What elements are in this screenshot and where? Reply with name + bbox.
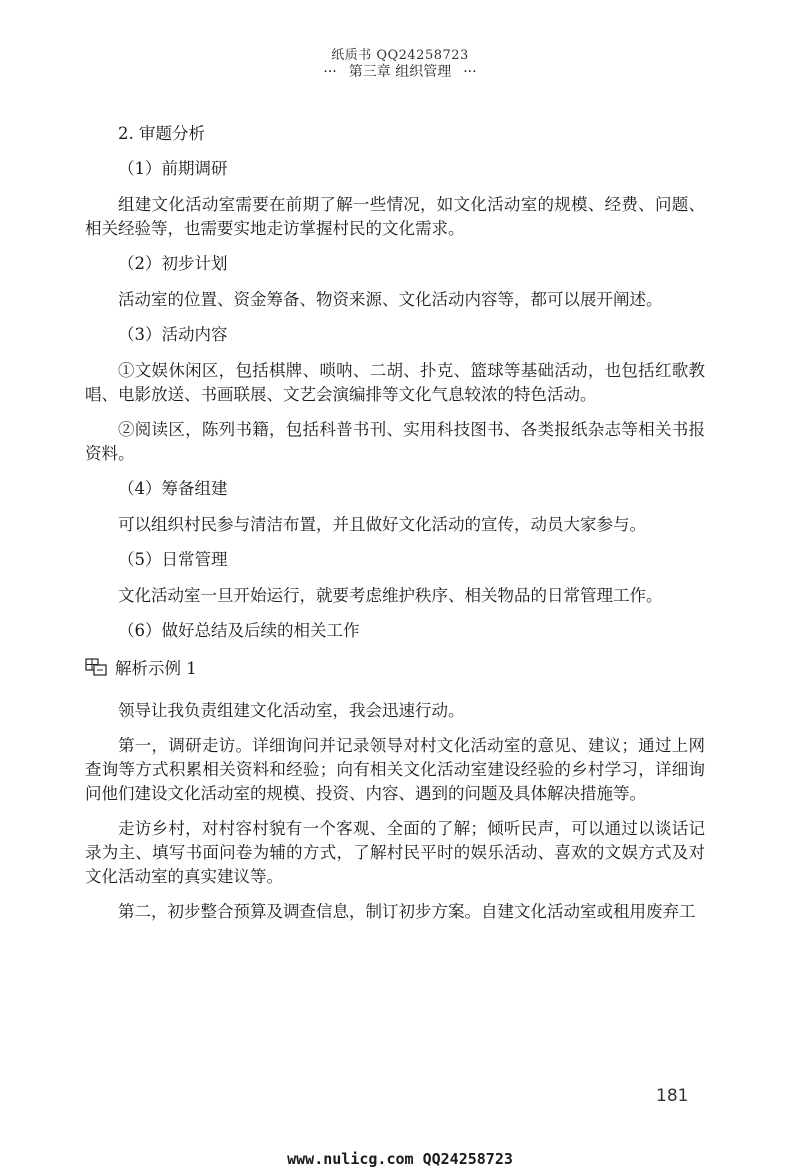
page-number: 181	[656, 1086, 689, 1106]
chapter-title: 第三章 组织管理	[348, 64, 452, 80]
page-content	[85, 122, 705, 935]
item-text: 活动室的位置、资金筹备、物资来源、文化活动内容等，都可以展开阐述。	[118, 290, 663, 309]
example-title: 解析示例 1	[115, 659, 197, 678]
item-heading: （1）前期调研	[118, 159, 228, 178]
chapter-header	[0, 61, 800, 81]
item-text: ①文娱休闲区，包括棋牌、唢呐、二胡、扑克、篮球等基础活动，也包括红歌教唱、电影放送、书画联展、文艺会演编排等文化气息较浓的特色活动。	[85, 361, 705, 404]
item-heading: （3）活动内容	[118, 325, 228, 344]
footer-watermark: www.nulicg.com QQ24258723	[287, 1150, 513, 1168]
example-paragraph: 领导让我负责组建文化活动室，我会迅速行动。	[118, 701, 465, 720]
chapter-ellipsis-left: ···	[323, 64, 337, 80]
item-text: 文化活动室一旦开始运行，就要考虑维护秩序、相关物品的日常管理工作。	[118, 586, 663, 605]
example-paragraph: 第一，调研走访。详细询问并记录领导对村文化活动室的意见、建议；通过上网查询等方式积累相关资料和经验；向有相关文化活动室建设经验的乡村学习，详细询问他们建设文化活动室的规模、投资、内容、遇到的问题及具体解决措施等。	[85, 736, 705, 803]
item-heading: （5）日常管理	[118, 550, 228, 569]
item-heading: （4）筹备组建	[118, 479, 228, 498]
section-heading: 2. 审题分析	[118, 124, 205, 143]
example-heading	[85, 655, 705, 679]
item-text: 组建文化活动室需要在前期了解一些情况，如文化活动室的规模、经费、问题、相关经验等，也需要实地走访掌握村民的文化需求。	[85, 195, 705, 238]
example-paragraph: 走访乡村，对村容村貌有一个客观、全面的了解；倾听民声，可以通过以谈话记录为主、填写书面问卷为辅的方式，了解村民平时的娱乐活动、喜欢的文娱方式及对文化活动室的真实建议等。	[85, 819, 705, 886]
item-text: ②阅读区，陈列书籍，包括科普书刊、实用科技图书、各类报纸杂志等相关书报资料。	[85, 420, 705, 463]
example-paragraph: 第二，初步整合预算及调查信息，制订初步方案。自建文化活动室或租用废弃工	[118, 902, 696, 921]
chapter-ellipsis-right: ···	[463, 64, 477, 80]
item-heading: （2）初步计划	[118, 254, 228, 273]
header-watermark: 纸质书 QQ24258723	[331, 48, 469, 63]
example-icon	[85, 658, 107, 676]
item-heading: （6）做好总结及后续的相关工作	[118, 621, 360, 640]
item-text: 可以组织村民参与清洁布置，并且做好文化活动的宣传，动员大家参与。	[118, 515, 646, 534]
